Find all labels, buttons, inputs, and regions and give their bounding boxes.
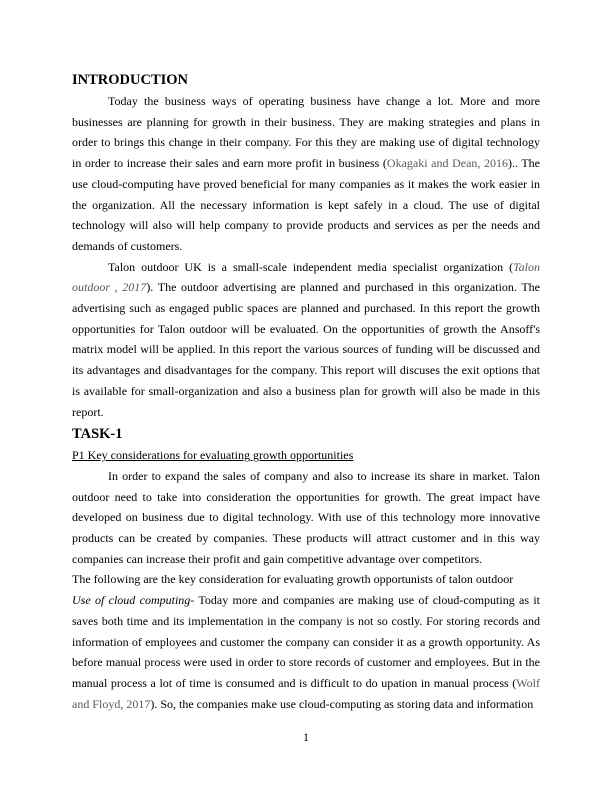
citation-wolf-floyd: Wolf and Floyd, 2017 (72, 675, 540, 711)
task-1-heading: TASK-1 (72, 426, 123, 443)
intro-p2-text-cont: ). The outdoor advertising are planned and purchased in this organization. The advertising such as engaged public spaces are planned and purchased. In this report the growth opportunities for Talon outdoor will be evaluated. On the opportunities of growth the Ansoff's matrix model will be applied. In this report the various sources of funding will be discussed and its advantages and disadvantages for the company. This report will discuses the exit options that is available for small-organization and also a business plan for growth will also be made in this report. (72, 280, 541, 419)
citation-talon-outdoor: Talon outdoor , 2017 (72, 259, 540, 295)
intro-p2-text: Talon outdoor UK is a small-scale independent media specialist organization ( (108, 259, 514, 274)
intro-paragraph-2 (72, 257, 540, 423)
intro-paragraph-1 (72, 91, 540, 257)
page-content (72, 70, 540, 714)
page-number: 1 (303, 730, 309, 744)
intro-p1-text-cont: ).. The use cloud-computing have proved beneficial for many companies as it makes the work easier in the organization. All the necessary information is kept safely in a cloud. The use of digital technology will also will help company to provide products and services as per the needs and demands of customers. (72, 156, 541, 253)
introduction-heading: INTRODUCTION (72, 72, 189, 88)
intro-p1-text: Today the business ways of operating business have change a lot. More and more businesses are planning for growth in their business. They are making strategies and plans in order to brings this change in their company. For this they are making use of digital technology in order to increase their sales and earn more profit in business ( (72, 94, 540, 171)
task1-p3-text: Today more and companies are making use of cloud-computing as it saves both time and its implementation in the company is not so costly. For storing records and information of employees and customer the company can consider it as a growth opportunity. As before manual process were used in order to store records of customer and employees. But in the manual process a lot of time is consumed and is difficult to do upation in manual process ( (72, 593, 541, 690)
task1-paragraph-1: In order to expand the sales of company and also to increase its share in market. Talon outdoor need to take into consideration the opportunities for growth. The great impact have developed on business due to digital technology. With use of this technology more innovative products can be created by companies. These products will attract customer and in this way companies can increase their profit and gain competitive advantage over competitors. (72, 468, 540, 566)
cloud-computing-lead: Use of cloud computing- (72, 593, 195, 608)
task1-paragraph-3 (72, 590, 540, 714)
task1-paragraph-2: The following are the key consideration for evaluating growth opportunists of talon outdoor (72, 572, 514, 587)
p1-subheading: P1 Key considerations for evaluating growth opportunities (72, 448, 354, 463)
task1-p3-text-cont: ). So, the companies make use cloud-computing as storing data and information (150, 696, 534, 711)
citation-okagaki-dean: Okagaki and Dean, 2016 (386, 156, 508, 171)
